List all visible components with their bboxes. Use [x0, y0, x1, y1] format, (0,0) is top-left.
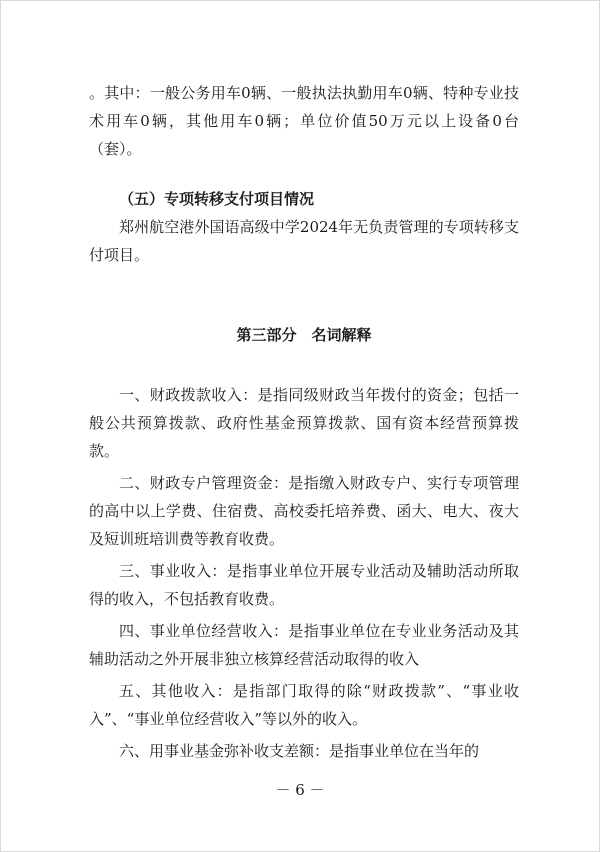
- part-3-title: 第三部分 名词解释: [236, 326, 372, 344]
- vehicles-paragraph: 。其中：一般公务用车0辆、一般执法执勤用车0辆、特种专业技术用车0辆，其他用车0辆；单位价值50万元以上设备0台（套）。: [89, 84, 519, 158]
- page-content: [89, 79, 519, 769]
- section-5-heading: （五）专项转移支付项目情况: [119, 190, 315, 208]
- definition-item: 六、用事业基金弥补收支差额：是指事业单位在当年的: [119, 742, 480, 760]
- definition-item: 一、财政拨款收入：是指同级财政当年拨付的资金；包括一般公共预算拨款、政府性基金预算拨款、国有资本经营预算拨款。: [89, 386, 519, 460]
- definition-item: 三、事业收入：是指事业单位开展专业活动及辅助活动所取得的收入，不包括教育收费。: [89, 562, 519, 608]
- definitions-list: [89, 381, 519, 765]
- definition-item: 五、其他收入：是指部门取得的除“财政拨款”、“事业收入”、“事业单位经营收入”等以外的收入。: [89, 682, 519, 728]
- definition-item: 二、财政专户管理资金：是指缴入财政专户、实行专项管理的高中以上学费、住宿费、高校委托培养费、函大、电大、夜大及短训班培训费等教育收费。: [89, 474, 519, 548]
- definition-item: 四、事业单位经营收入：是指事业单位在专业业务活动及其辅助活动之外开展非独立核算经营活动取得的收入: [89, 622, 519, 668]
- section-5-body: 郑州航空港外国语高级中学2024年无负责管理的专项转移支付项目。: [89, 218, 519, 264]
- page-number: － 6 －: [275, 781, 325, 799]
